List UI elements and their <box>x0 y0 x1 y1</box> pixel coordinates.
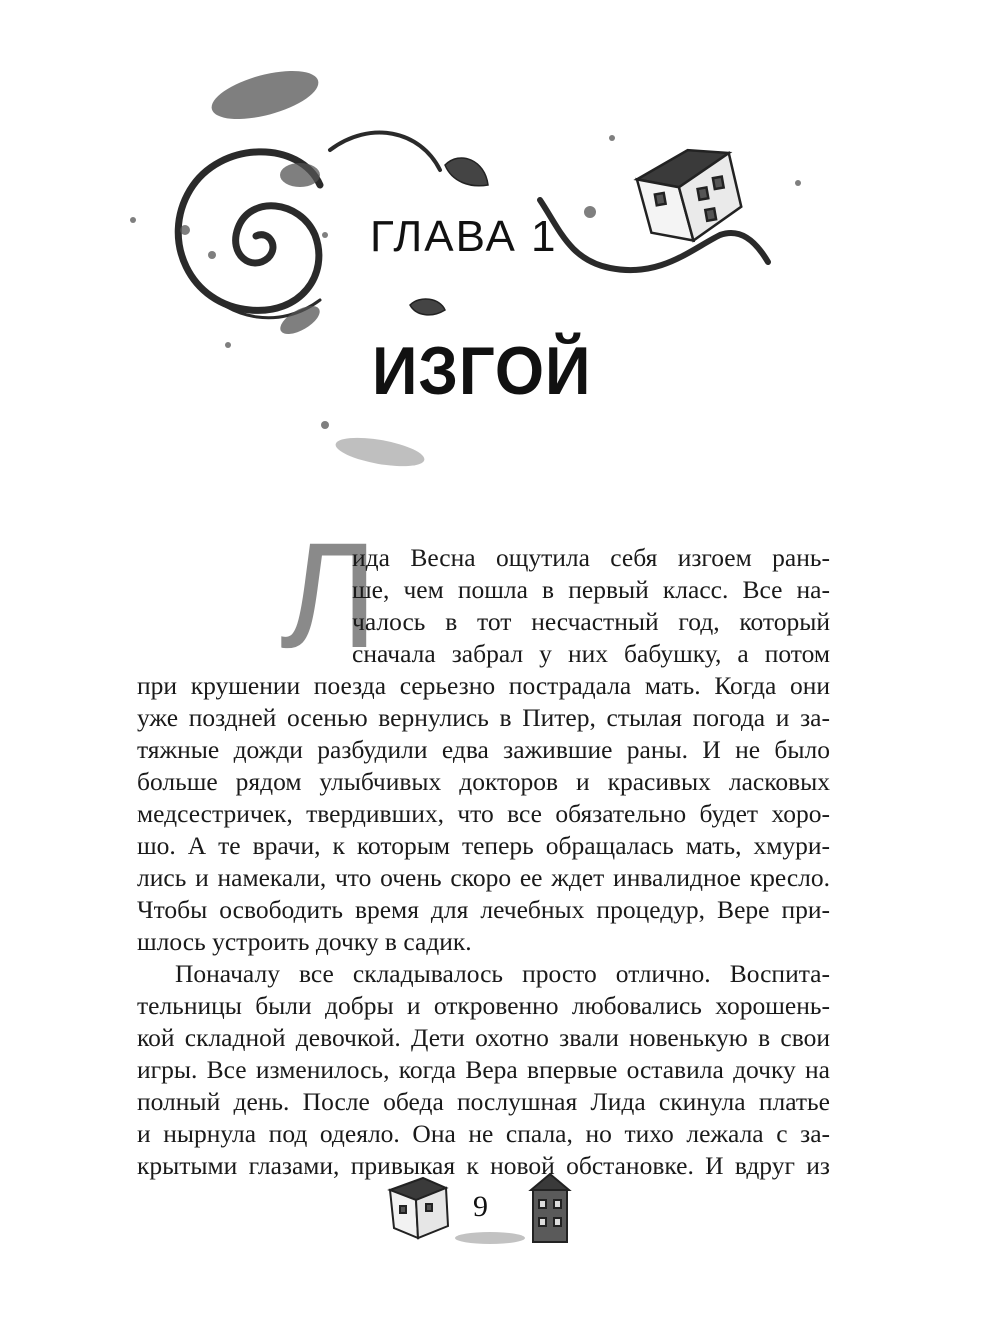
footer-ink-wash <box>455 1232 525 1244</box>
text-line: крытыми глазами, привыкая к новой обстановке. И вдруг из <box>137 1151 830 1180</box>
chapter-label: ГЛАВА 1 <box>370 212 558 261</box>
text-line: уже поздней осенью вернулись в Питер, стылая погода и за- <box>137 703 830 732</box>
text-line: и нырнула под одеяло. Она не спала, но тихо лежала с за- <box>137 1119 830 1148</box>
text-line: Чтобы освободить время для лечебных процедур, Вере при- <box>137 895 830 924</box>
text-line: кой складной девочкой. Дети охотно звали новенькую в свои <box>137 1023 830 1052</box>
text-line: сначала забрал у них бабушку, а потом <box>352 639 830 668</box>
text-line: при крушении поезда серьезно пострадала мать. Когда они <box>137 671 830 700</box>
chapter-title: ИЗГОЙ <box>372 333 592 409</box>
swirl-outer-stroke <box>330 133 440 170</box>
text-line: полный день. После обеда послушная Лида скинула платье <box>137 1087 830 1116</box>
text-line: Поначалу все складывалось просто отлично. Воспита- <box>175 959 830 988</box>
text-line: чалось в тот несчастный год, который <box>352 607 830 636</box>
ink-wash-bottom <box>334 432 427 471</box>
ink-wash-mid <box>280 163 320 187</box>
text-line: ида Весна ощутила себя изгоем рань- <box>352 543 830 572</box>
text-line: тельницы были добры и откровенно любовались хорошень- <box>137 991 830 1020</box>
text-line: тяжные дожди разбудили едва зажившие раны. И не было <box>137 735 830 764</box>
text-line: ше, чем пошла в первый класс. Все на- <box>352 575 830 604</box>
text-line: шлось устроить дочку в садик. <box>137 927 472 956</box>
text-line: медсестричек, твердивших, что все обязательно будет хоро- <box>137 799 830 828</box>
page-number: 9 <box>473 1190 488 1223</box>
text-line: шо. А те врачи, к которым теперь обращалась мать, хмури- <box>137 831 830 860</box>
text-line: лись и намекали, что очень скоро ее ждет инвалидное кресло. <box>137 863 830 892</box>
text-line: больше рядом улыбчивых докторов и красивых ласковых <box>137 767 830 796</box>
drop-cap: Л <box>280 511 379 679</box>
footer-house-left-icon <box>390 1178 448 1238</box>
text-line: игры. Все изменилось, когда Вера впервые оставила дочку на <box>137 1055 830 1084</box>
ink-wash-top <box>207 61 324 128</box>
footer-house-right-icon <box>531 1174 569 1242</box>
